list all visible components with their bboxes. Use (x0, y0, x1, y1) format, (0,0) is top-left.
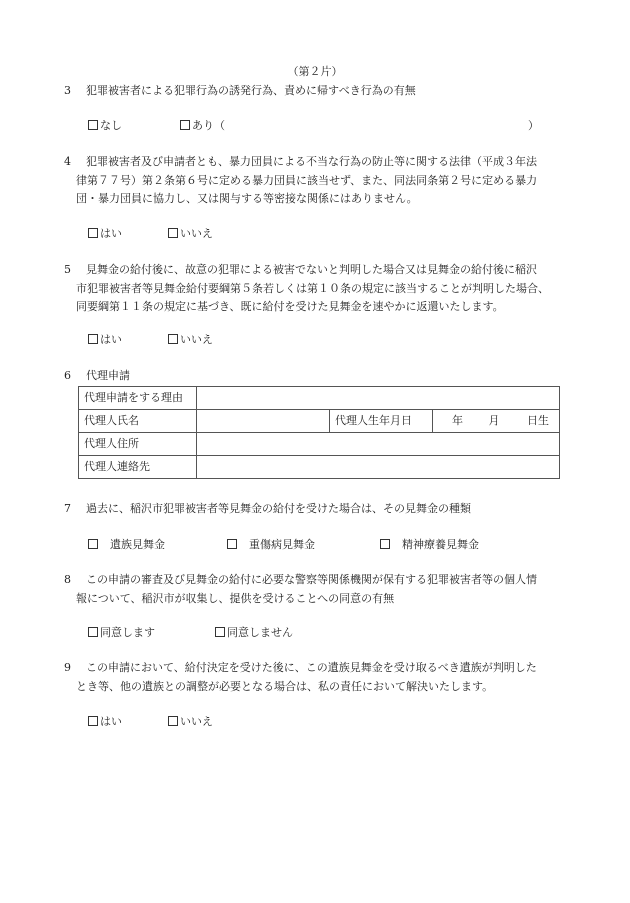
name-label: 代理人氏名 (79, 410, 197, 433)
q4-line3: 団・暴力団員に協力し、又は関与する等密接な関係にはありません。 (76, 192, 418, 205)
q5-line3: 同要綱第１１条の規定に基づき、既に給付を受けた見舞金を速やかに返還いたします。 (76, 300, 504, 313)
q5-line2: 市犯罪被害者等見舞金給付要綱第５条若しくは第１０条の規定に該当することが判明した場合、 (76, 282, 549, 295)
checkbox-icon[interactable] (88, 120, 98, 130)
checkbox-icon[interactable] (227, 539, 237, 549)
q3-text: 犯罪被害者による犯罪行為の誘発行為、責めに帰すべき行為の有無 (86, 84, 416, 97)
q6-heading (64, 369, 130, 383)
q3-option-yes-close: ） (528, 119, 539, 132)
q7-option-mental-care[interactable]: 精神療養見舞金 (380, 538, 479, 552)
checkbox-icon[interactable] (168, 334, 178, 344)
checkbox-icon[interactable] (88, 228, 98, 238)
table-row (79, 456, 560, 479)
address-field[interactable] (197, 433, 560, 456)
birthdate-label: 代理人生年月日 (330, 410, 433, 433)
checkbox-icon[interactable] (88, 627, 98, 637)
q4-number: 4 (64, 155, 71, 168)
q6-title: 代理申請 (86, 369, 130, 382)
q6-number: 6 (64, 369, 71, 382)
q7-option-bereaved[interactable]: 遺族見舞金 (88, 538, 165, 552)
birth-day-label: 日生 (527, 414, 549, 427)
checkbox-icon[interactable] (168, 228, 178, 238)
q8-line2: 報について、稲沢市が収集し、提供を受けることへの同意の有無 (76, 592, 395, 605)
table-row (79, 410, 560, 433)
q5-option-no[interactable]: いいえ (168, 333, 213, 347)
table-row (79, 387, 560, 410)
reason-field[interactable] (197, 387, 560, 410)
q3-heading (64, 84, 416, 98)
q8-option-agree[interactable]: 同意します (88, 626, 155, 640)
q3-option-yes[interactable]: あり（ (180, 119, 225, 133)
q5-line1: 5 見舞金の給付後に、故意の犯罪による被害でないと判明した場合又は見舞金の給付後に稲沢 (64, 263, 537, 276)
q8-option-disagree[interactable]: 同意しません (215, 626, 293, 640)
checkbox-icon[interactable] (180, 120, 190, 130)
q4-line2: 律第７７号）第２条第６号に定める暴力団員に該当せず、また、同法同条第２号に定める暴力 (76, 174, 538, 187)
q7-heading: 7 過去に、稲沢市犯罪被害者等見舞金の給付を受けた場合は、その見舞金の種類 (64, 502, 471, 515)
address-label: 代理人住所 (79, 433, 197, 456)
q4-line1: 4 犯罪被害者及び申請者とも、暴力団員による不当な行為の防止等に関する法律（平成３年法 (64, 155, 537, 168)
birth-year-label: 年 (452, 414, 463, 427)
q5-number: 5 (64, 263, 71, 276)
q3-number: 3 (64, 84, 71, 97)
q9-line2: とき等、他の遺族との調整が必要となる場合は、私の責任において解決いたします。 (76, 680, 494, 693)
proxy-application-table (78, 386, 560, 479)
contact-field[interactable] (197, 456, 560, 479)
q4-option-no[interactable]: いいえ (168, 227, 213, 241)
checkbox-icon[interactable] (88, 334, 98, 344)
reason-label: 代理申請をする理由 (79, 387, 197, 410)
contact-label: 代理人連絡先 (79, 456, 197, 479)
q3-option-none[interactable]: なし (88, 119, 122, 133)
checkbox-icon[interactable] (88, 716, 98, 726)
q4-option-yes[interactable]: はい (88, 227, 122, 241)
q9-option-yes[interactable]: はい (88, 715, 122, 729)
checkbox-icon[interactable] (380, 539, 390, 549)
table-row (79, 433, 560, 456)
q8-number: 8 (64, 573, 71, 586)
q9-option-no[interactable]: いいえ (168, 715, 213, 729)
q9-line1: 9 この申請において、給付決定を受けた後に、この遺族見舞金を受け取るべき遺族が判明した (64, 661, 537, 674)
q9-number: 9 (64, 661, 71, 674)
q5-option-yes[interactable]: はい (88, 333, 122, 347)
q8-line1: 8 この申請の審査及び見舞金の給付に必要な警察等関係機関が保有する犯罪被害者等の個人情 (64, 573, 537, 586)
checkbox-icon[interactable] (88, 539, 98, 549)
page-label: （第２片） (287, 65, 343, 78)
birth-month-label: 月 (488, 414, 500, 427)
q7-option-serious-injury[interactable]: 重傷病見舞金 (227, 538, 315, 552)
checkbox-icon[interactable] (215, 627, 225, 637)
checkbox-icon[interactable] (168, 716, 178, 726)
q7-number: 7 (64, 502, 71, 515)
name-field[interactable] (197, 410, 330, 433)
birthdate-field[interactable] (433, 410, 560, 433)
